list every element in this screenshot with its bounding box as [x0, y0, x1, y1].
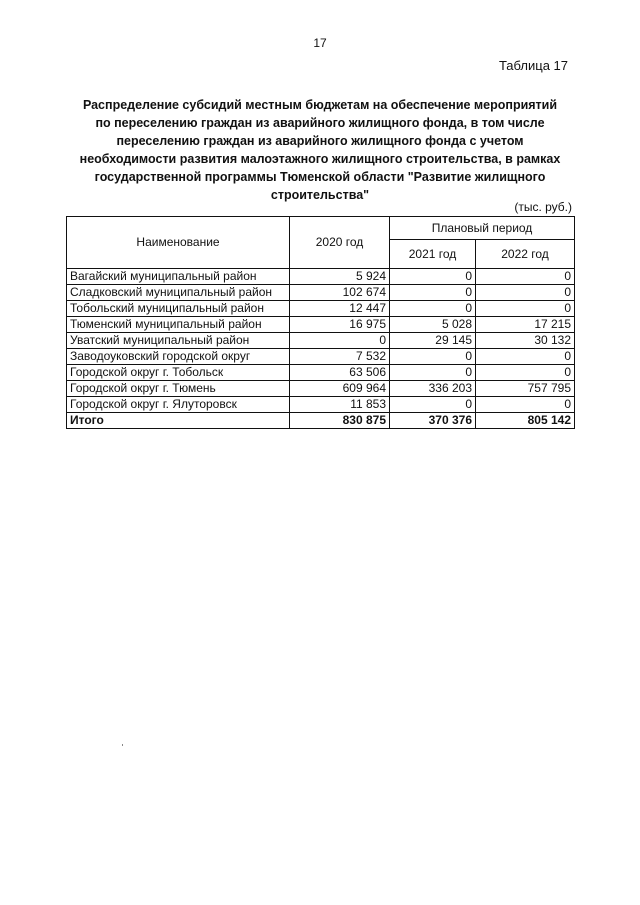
- row-name: Городской округ г. Тюмень: [67, 381, 290, 397]
- total-label: Итого: [67, 413, 290, 429]
- row-2022: 757 795: [476, 381, 575, 397]
- row-2022: 0: [476, 285, 575, 301]
- row-2021: 0: [390, 397, 476, 413]
- total-2021: 370 376: [390, 413, 476, 429]
- row-2022: 0: [476, 269, 575, 285]
- row-2021: 0: [390, 349, 476, 365]
- row-2022: 30 132: [476, 333, 575, 349]
- row-2021: 5 028: [390, 317, 476, 333]
- row-2020: 11 853: [290, 397, 390, 413]
- row-2022: 0: [476, 349, 575, 365]
- table-row: [67, 301, 575, 317]
- table-row: [67, 333, 575, 349]
- row-2021: 0: [390, 285, 476, 301]
- row-name: Сладковский муниципальный район: [67, 285, 290, 301]
- row-name: Городской округ г. Тобольск: [67, 365, 290, 381]
- row-2020: 7 532: [290, 349, 390, 365]
- row-2021: 29 145: [390, 333, 476, 349]
- row-name: Уватский муниципальный район: [67, 333, 290, 349]
- row-2021: 0: [390, 365, 476, 381]
- page-number: 17: [313, 36, 327, 50]
- row-name: Городской округ г. Ялуторовск: [67, 397, 290, 413]
- row-2021: 0: [390, 269, 476, 285]
- table-row: [67, 349, 575, 365]
- row-2020: 609 964: [290, 381, 390, 397]
- subsidies-table: [66, 216, 575, 429]
- row-2020: 12 447: [290, 301, 390, 317]
- table-row: [67, 365, 575, 381]
- row-2022: 0: [476, 301, 575, 317]
- row-2020: 63 506: [290, 365, 390, 381]
- row-2020: 5 924: [290, 269, 390, 285]
- row-name: Тобольский муниципальный район: [67, 301, 290, 317]
- document-title: Распределение субсидий местным бюджетам на обеспечение мероприятий по переселению граждан из аварийного жилищного фонда, в том числе переселению граждан из аварийного жилищного фонда с учетом необходимости развития малоэтажного жилищного строительства, в рамках государственной программы Тюменской области "Развитие жилищного строительства": [79, 98, 561, 202]
- row-2022: 0: [476, 397, 575, 413]
- row-2021: 336 203: [390, 381, 476, 397]
- header-planned-period: Плановый период: [390, 217, 575, 240]
- row-2020: 16 975: [290, 317, 390, 333]
- row-2020: 0: [290, 333, 390, 349]
- header-2021: 2021 год: [390, 240, 476, 269]
- header-2022: 2022 год: [476, 240, 575, 269]
- table-row: [67, 397, 575, 413]
- table-caption: Таблица 17: [498, 58, 568, 73]
- table-row: [67, 317, 575, 333]
- total-2020: 830 875: [290, 413, 390, 429]
- table-row: [67, 269, 575, 285]
- row-name: Вагайский муниципальный район: [67, 269, 290, 285]
- table-row: [67, 285, 575, 301]
- row-name: Заводоуковский городской округ: [67, 349, 290, 365]
- scan-speck: [122, 744, 123, 746]
- units-label: (тыс. руб.): [514, 200, 572, 214]
- table-row: [67, 381, 575, 397]
- row-2022: 17 215: [476, 317, 575, 333]
- row-name: Тюменский муниципальный район: [67, 317, 290, 333]
- header-2020: 2020 год: [290, 217, 390, 269]
- row-2021: 0: [390, 301, 476, 317]
- row-2022: 0: [476, 365, 575, 381]
- total-2022: 805 142: [476, 413, 575, 429]
- row-2020: 102 674: [290, 285, 390, 301]
- total-row: [67, 413, 575, 429]
- header-name: Наименование: [67, 217, 290, 269]
